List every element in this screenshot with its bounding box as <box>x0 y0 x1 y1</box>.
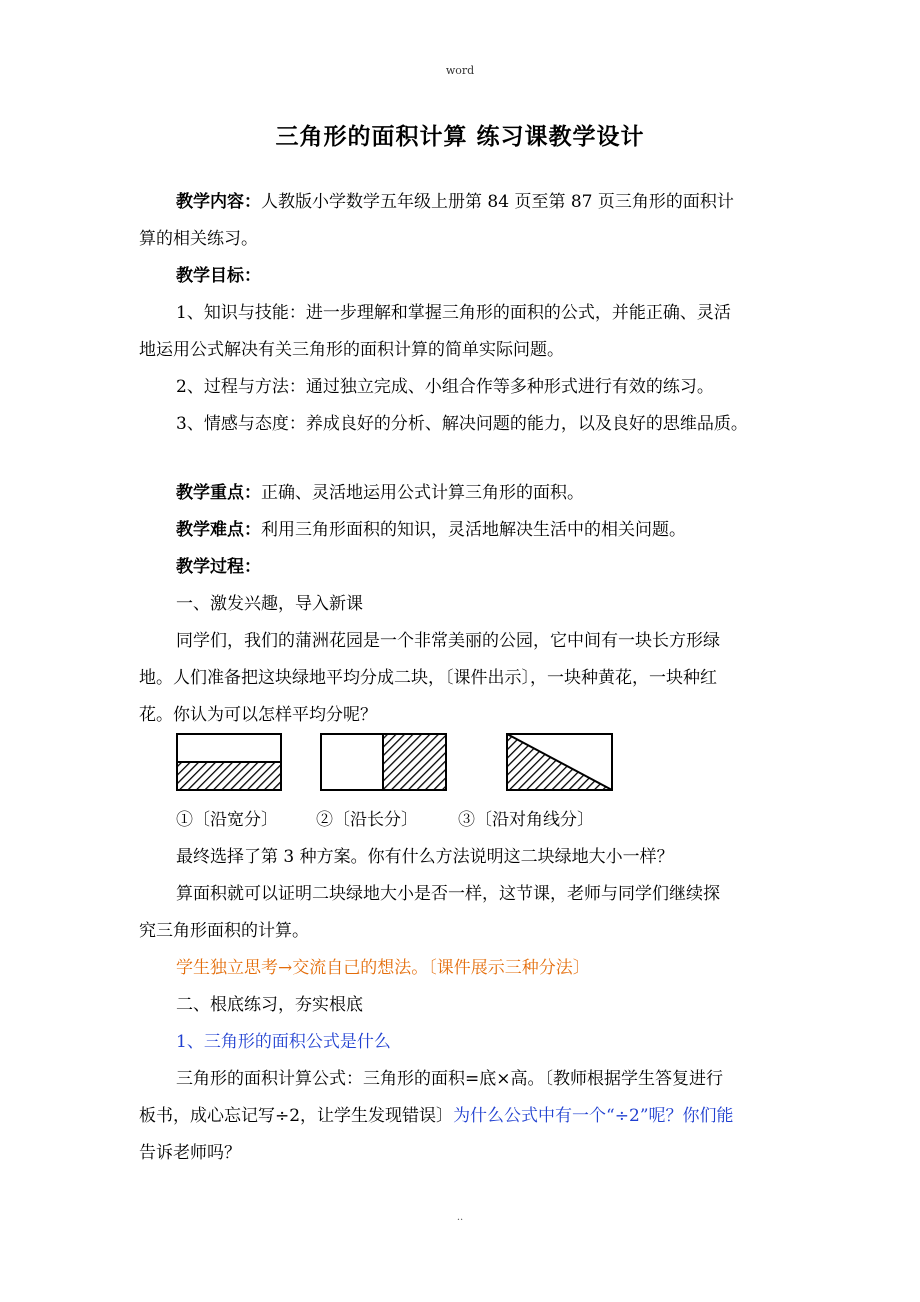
hatched-half <box>177 762 281 790</box>
paragraph-2: 最终选择了第 3 种方案。你有什么方法说明这二块绿地大小一样？ <box>176 847 674 867</box>
paragraph-4-question: 为什么公式中有一个“÷2”呢？你们能 <box>453 1106 734 1126</box>
teacher-note: 学生独立思考→交流自己的想法。〔课件展示三种分法〕 <box>176 958 590 978</box>
caption-2: ②〔沿长分〕 <box>316 810 418 830</box>
paragraph-1: 同学们，我们的蒲洲花园是一个非常美丽的公园，它中间有一块长方形绿 <box>176 631 720 651</box>
page-header: word <box>445 64 475 77</box>
process-label <box>176 556 261 578</box>
key-text: 正确、灵活地运用公式计算三角形的面积。 <box>261 483 584 503</box>
content-text: 人教版小学数学五年级上册第 84 页至第 87 页三角形的面积计 <box>261 192 734 212</box>
paragraph-4-cont-2: 告诉老师吗？ <box>139 1143 241 1163</box>
goals-label <box>176 265 261 287</box>
key-point <box>176 482 584 504</box>
paragraph-3: 算面积就可以证明二块绿地大小是否一样，这节课，老师与同学们继续探 <box>176 884 720 904</box>
figure-diagonal-split <box>506 733 613 791</box>
question-1: 1、三角形的面积公式是什么 <box>176 1032 391 1052</box>
caption-3: ③〔沿对角线分〕 <box>458 810 594 830</box>
key-label: 教学重点： <box>176 483 261 503</box>
paragraph-4-black: 板书，成心忘记写÷2，让学生发现错误〕 <box>139 1106 454 1126</box>
goals-label-text: 教学目标： <box>176 266 261 286</box>
paragraph-4-cont <box>139 1105 734 1127</box>
caption-1: ①〔沿宽分〕 <box>176 810 278 830</box>
paragraph-3-cont: 究三角形面积的计算。 <box>139 921 309 941</box>
page-footer: .. <box>456 1212 464 1223</box>
content-label: 教学内容： <box>176 192 261 212</box>
goal-1: 1、知识与技能：进一步理解和掌握三角形的面积的公式，并能正确、灵活 <box>176 303 731 323</box>
hatched-half <box>383 734 446 790</box>
process-label-text: 教学过程： <box>176 557 261 577</box>
content-line <box>176 191 734 213</box>
figure-length-split <box>320 733 447 791</box>
paragraph-1-cont-2: 花。你认为可以怎样平均分呢？ <box>139 705 377 725</box>
goal-2: 2、过程与方法：通过独立完成、小组合作等多种形式进行有效的练习。 <box>176 377 714 397</box>
paragraph-4: 三角形的面积计算公式：三角形的面积=底×高。〔教师根据学生答复进行 <box>176 1069 723 1089</box>
difficulty-label: 教学难点： <box>176 520 261 540</box>
goal-3: 3、情感与态度：养成良好的分析、解决问题的能力，以及良好的思维品质。 <box>176 414 748 434</box>
goal-1-cont: 地运用公式解决有关三角形的面积计算的简单实际问题。 <box>139 340 564 360</box>
difficulty-text: 利用三角形面积的知识，灵活地解决生活中的相关问题。 <box>261 520 686 540</box>
section-2-heading: 二、根底练习，夯实根底 <box>176 995 363 1015</box>
difficulty-point <box>176 519 686 541</box>
section-1-heading: 一、激发兴趣，导入新课 <box>176 594 363 614</box>
content-line-2: 算的相关练习。 <box>139 229 258 249</box>
page-title: 三角形的面积计算 练习课教学设计 <box>275 123 645 150</box>
paragraph-1-cont: 地。人们准备把这块绿地平均分成二块，〔课件出示〕，一块种黄花，一块种红 <box>139 668 717 688</box>
figure-width-split <box>176 733 282 791</box>
